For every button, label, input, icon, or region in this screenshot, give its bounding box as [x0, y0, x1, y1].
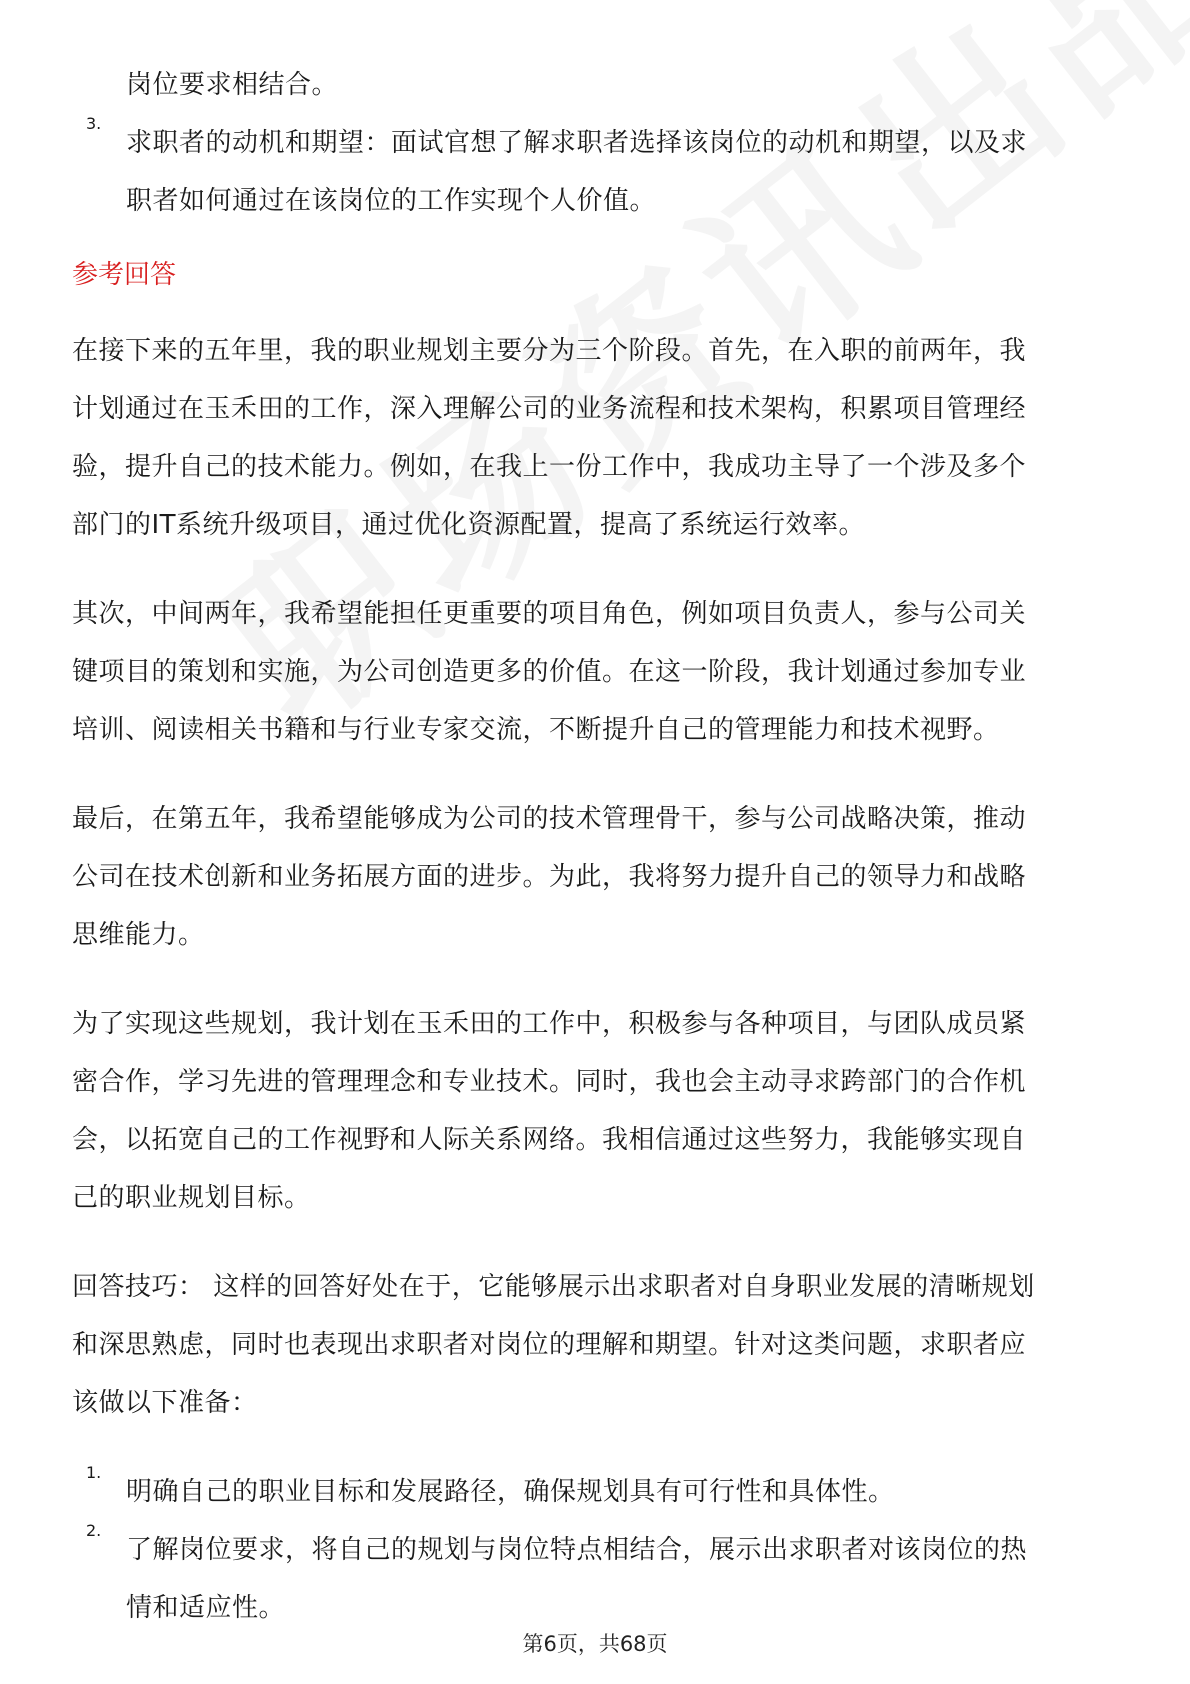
list-item-line: 职者如何通过在该岗位的工作实现个人价值。	[126, 186, 657, 216]
list-item-1	[72, 1463, 1122, 1521]
paragraph-3	[72, 790, 1122, 964]
list-number: 2.	[86, 1521, 102, 1540]
paragraph-line: 计划通过在玉禾田的工作，深入理解公司的业务流程和技术架构，积累项目管理经	[72, 394, 1027, 424]
paragraph-line: 其次，中间两年，我希望能担任更重要的项目角色，例如项目负责人，参与公司关	[72, 599, 1027, 629]
list-item-line: 情和适应性。	[126, 1593, 286, 1623]
paragraph-line: 培训、阅读相关书籍和与行业专家交流，不断提升自己的管理能力和技术视野。	[72, 715, 1000, 745]
paragraph-line: 思维能力。	[72, 920, 205, 950]
paragraph-line: 会，以拓宽自己的工作视野和人际关系网络。我相信通过这些努力，我能够实现自	[72, 1125, 1027, 1155]
paragraph-2	[72, 585, 1122, 759]
list-item-3	[72, 114, 1122, 230]
paragraph-5	[72, 1258, 1122, 1432]
paragraph-line: 该做以下准备：	[72, 1388, 258, 1418]
paragraph-line: 验，提升自己的技术能力。例如，在我上一份工作中，我成功主导了一个涉及多个	[72, 452, 1027, 482]
continuation-line: 岗位要求相结合。	[126, 70, 339, 100]
page-number: 第6页，共68页	[522, 1632, 668, 1656]
paragraph-line: 键项目的策划和实施，为公司创造更多的价值。在这一阶段，我计划通过参加专业	[72, 657, 1027, 687]
paragraph-4	[72, 995, 1122, 1227]
paragraph-line: 在接下来的五年里，我的职业规划主要分为三个阶段。首先，在入职的前两年，我	[72, 336, 1027, 366]
list-number: 1.	[86, 1463, 102, 1482]
paragraph-line: 公司在技术创新和业务拓展方面的进步。为此，我将努力提升自己的领导力和战略	[72, 862, 1027, 892]
paragraph-line: 密合作，学习先进的管理理念和专业技术。同时，我也会主动寻求跨部门的合作机	[72, 1067, 1027, 1097]
paragraph-line: 和深思熟虑，同时也表现出求职者对岗位的理解和期望。针对这类问题，求职者应	[72, 1330, 1027, 1360]
section-heading: 参考回答	[72, 260, 177, 290]
paragraph-line: 己的职业规划目标。	[72, 1183, 311, 1213]
list-item-line: 了解岗位要求，将自己的规划与岗位特点相结合，展示出求职者对该岗位的热	[126, 1535, 1028, 1565]
paragraph-line: 回答技巧： 这样的回答好处在于，它能够展示出求职者对自身职业发展的清晰规划	[72, 1272, 1035, 1302]
list-item-line: 明确自己的职业目标和发展路径，确保规划具有可行性和具体性。	[126, 1477, 895, 1507]
list-item-2	[72, 1521, 1122, 1637]
list-number: 3.	[86, 114, 102, 133]
list-item-line: 求职者的动机和期望：面试官想了解求职者选择该岗位的动机和期望，以及求	[126, 128, 1028, 158]
paragraph-line: 为了实现这些规划，我计划在玉禾田的工作中，积极参与各种项目，与团队成员紧	[72, 1009, 1027, 1039]
paragraph-line: 最后，在第五年，我希望能够成为公司的技术管理骨干，参与公司战略决策，推动	[72, 804, 1027, 834]
paragraph-line: 部门的IT系统升级项目，通过优化资源配置，提高了系统运行效率。	[72, 510, 866, 540]
paragraph-1	[72, 322, 1122, 554]
page-content	[72, 56, 1122, 1637]
